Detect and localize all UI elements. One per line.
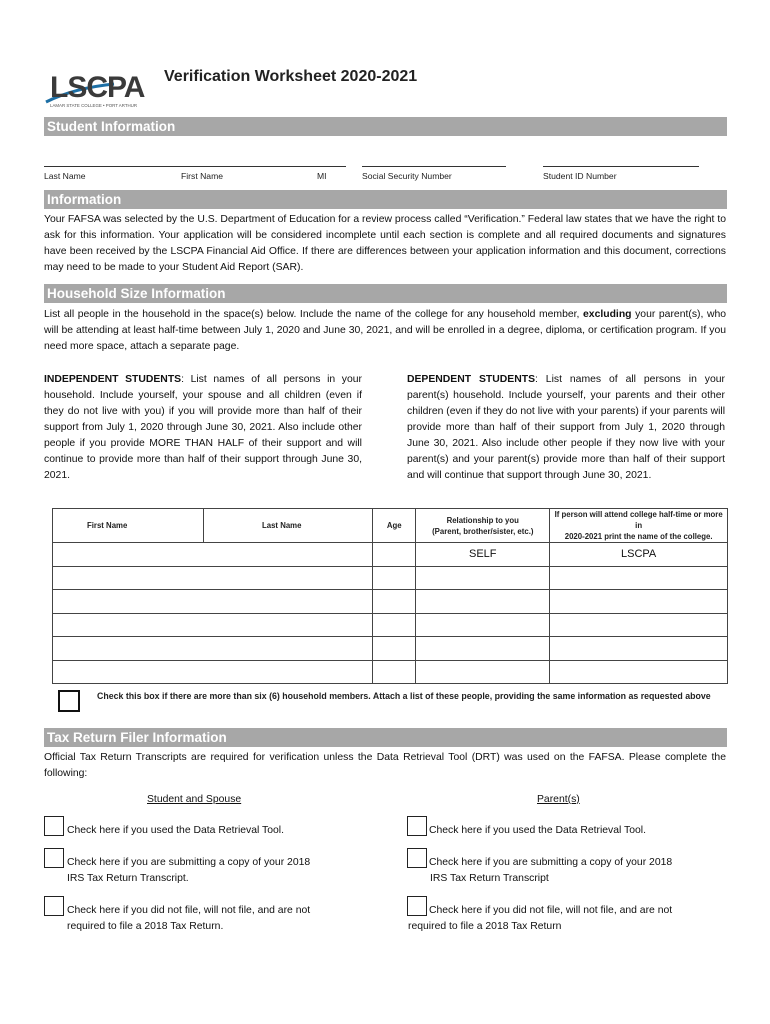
cell-college[interactable] <box>550 590 728 614</box>
table-row <box>53 613 728 637</box>
student-spouse-heading: Student and Spouse <box>147 794 242 805</box>
parent-nofile-label-a: Check here if you did not file, will not file, and are not <box>429 905 673 916</box>
cell-college[interactable] <box>550 637 728 661</box>
cell-name[interactable] <box>53 543 373 567</box>
section-bar-household: Household Size Information <box>44 284 727 303</box>
header-relationship-title: Relationship to you <box>446 515 519 525</box>
student-copy-label-b: IRS Tax Return Transcript. <box>67 873 189 884</box>
tax-intro: Official Tax Return Transcripts are required for verification unless the Data Retrieval Tool (DRT) was used on the FAFSA. Please complete the following: <box>44 752 726 779</box>
student-copy-checkbox[interactable] <box>44 848 64 868</box>
label-student-id: Student ID Number <box>543 171 617 181</box>
header-relationship-sub: (Parent, brother/sister, etc.) <box>432 526 534 536</box>
household-intro-excluding: excluding <box>583 309 632 320</box>
table-row <box>53 660 728 684</box>
household-intro-a: List all people in the household in the space(s) below. Include the name of the college for any household member, <box>44 309 584 320</box>
cell-relationship[interactable] <box>416 590 550 614</box>
parent-drt-label: Check here if you used the Data Retrieval Tool. <box>429 825 646 836</box>
cell-college[interactable] <box>550 566 728 590</box>
header-college <box>550 509 728 543</box>
dependent-body: : List names of all persons in your parent(s) household. Include yourself, your parents and their other children (even if they do not live with your parents) if your parents will provide more than half of their support from July 1, 2020 through June 30, 2021. Also include other people if they now live with your parent(s) and your parent(s) provide more than half of their support and will continue that support through June 30, 2021. <box>407 374 725 481</box>
cell-relationship[interactable] <box>416 566 550 590</box>
cell-age[interactable] <box>373 613 416 637</box>
more-than-six-text: Check this box if there are more than six (6) household members. Attach a list of these people, providing the same information as requested above <box>97 691 711 701</box>
independent-label: INDEPENDENT STUDENTS <box>44 374 182 385</box>
more-than-six-checkbox[interactable] <box>58 690 80 712</box>
cell-name[interactable] <box>53 637 373 661</box>
dependent-students-text <box>407 372 725 484</box>
header-last-name: Last Name <box>204 509 373 543</box>
label-mi: MI <box>317 171 327 181</box>
household-intro <box>44 307 726 355</box>
logo-text: LSCPA <box>50 71 145 104</box>
header-relationship <box>416 509 550 543</box>
parent-drt-checkbox[interactable] <box>407 816 427 836</box>
cell-relationship[interactable] <box>416 613 550 637</box>
parent-copy-label-a: Check here if you are submitting a copy of your 2018 <box>429 857 673 868</box>
logo-subtext: LAMAR STATE COLLEGE • PORT ARTHUR <box>50 103 138 108</box>
lscpa-logo <box>44 66 152 110</box>
cell-relationship[interactable] <box>416 637 550 661</box>
student-id-line[interactable] <box>543 166 699 167</box>
cell-name[interactable] <box>53 566 373 590</box>
section-bar-information: Information <box>44 190 727 209</box>
cell-college[interactable] <box>550 613 728 637</box>
parents-heading: Parent(s) <box>537 794 580 805</box>
student-copy-label-a: Check here if you are submitting a copy of your 2018 <box>67 857 311 868</box>
table-header-row <box>53 509 728 543</box>
header-college-sub: 2020-2021 print the name of the college. <box>564 532 713 541</box>
table-row <box>53 566 728 590</box>
student-nofile-checkbox[interactable] <box>44 896 64 916</box>
cell-age[interactable] <box>373 637 416 661</box>
header-college-title: If person will attend college half-time or more in <box>554 510 723 530</box>
cell-age[interactable] <box>373 543 416 567</box>
cell-age[interactable] <box>373 566 416 590</box>
cell-college: LSCPA <box>550 543 728 567</box>
table-row <box>53 590 728 614</box>
cell-name[interactable] <box>53 660 373 684</box>
table-row <box>53 543 728 567</box>
ssn-line[interactable] <box>362 166 506 167</box>
parent-copy-label-b: IRS Tax Return Transcript <box>430 873 549 884</box>
section-bar-tax: Tax Return Filer Information <box>44 728 727 747</box>
table-row <box>53 637 728 661</box>
cell-age[interactable] <box>373 660 416 684</box>
label-ssn: Social Security Number <box>362 171 452 181</box>
header-age: Age <box>373 509 416 543</box>
household-intro-b: your parent(s), who will be attending at least half-time between July 1, 2020 and June 30, 2021, and will be enrolled in a degree, diploma, or certification program. If you need more space, attach a separate page. <box>44 309 727 352</box>
independent-students-text <box>44 372 362 484</box>
student-nofile-label-a: Check here if you did not file, will not file, and are not <box>67 905 311 916</box>
information-text: Your FAFSA was selected by the U.S. Department of Education for a review process called “Verification.” Federal law states that we have the right to ask for this information. Your application will be considered incomplete until each section is complete and all required documents and signatures have been received by the LSCPA Financial Aid Office. If there are differences between your application information and this document, corrections may need to be made to your Student Aid Report (SAR). <box>44 214 726 273</box>
logo-graphic <box>44 66 152 110</box>
parent-copy-checkbox[interactable] <box>407 848 427 868</box>
dependent-label: DEPENDENT STUDENTS <box>407 374 535 385</box>
independent-body: : List names of all persons in your household. Include yourself, your spouse and all children (even if they do not live with you) if you will provide more than half of their support from July 1, 2020 through June 30, 2021. Also include other people if you provide MORE THAN HALF of their support and will continue to provide more than half of their support through June 30, 2021. <box>44 374 362 481</box>
cell-relationship: SELF <box>416 543 550 567</box>
parent-nofile-checkbox[interactable] <box>407 896 427 916</box>
section-bar-student-info: Student Information <box>44 117 727 136</box>
header-first-name: First Name <box>53 509 204 543</box>
label-first-name: First Name <box>181 171 224 181</box>
cell-age[interactable] <box>373 590 416 614</box>
cell-name[interactable] <box>53 590 373 614</box>
cell-relationship[interactable] <box>416 660 550 684</box>
label-last-name: Last Name <box>44 171 86 181</box>
household-table <box>52 508 728 684</box>
parent-nofile-label-b: required to file a 2018 Tax Return <box>408 921 562 932</box>
name-line[interactable] <box>44 166 346 167</box>
page-title: Verification Worksheet 2020-2021 <box>164 68 418 85</box>
cell-name[interactable] <box>53 613 373 637</box>
student-nofile-label-b: required to file a 2018 Tax Return. <box>67 921 224 932</box>
student-drt-label: Check here if you used the Data Retrieval Tool. <box>67 825 284 836</box>
student-drt-checkbox[interactable] <box>44 816 64 836</box>
cell-college[interactable] <box>550 660 728 684</box>
